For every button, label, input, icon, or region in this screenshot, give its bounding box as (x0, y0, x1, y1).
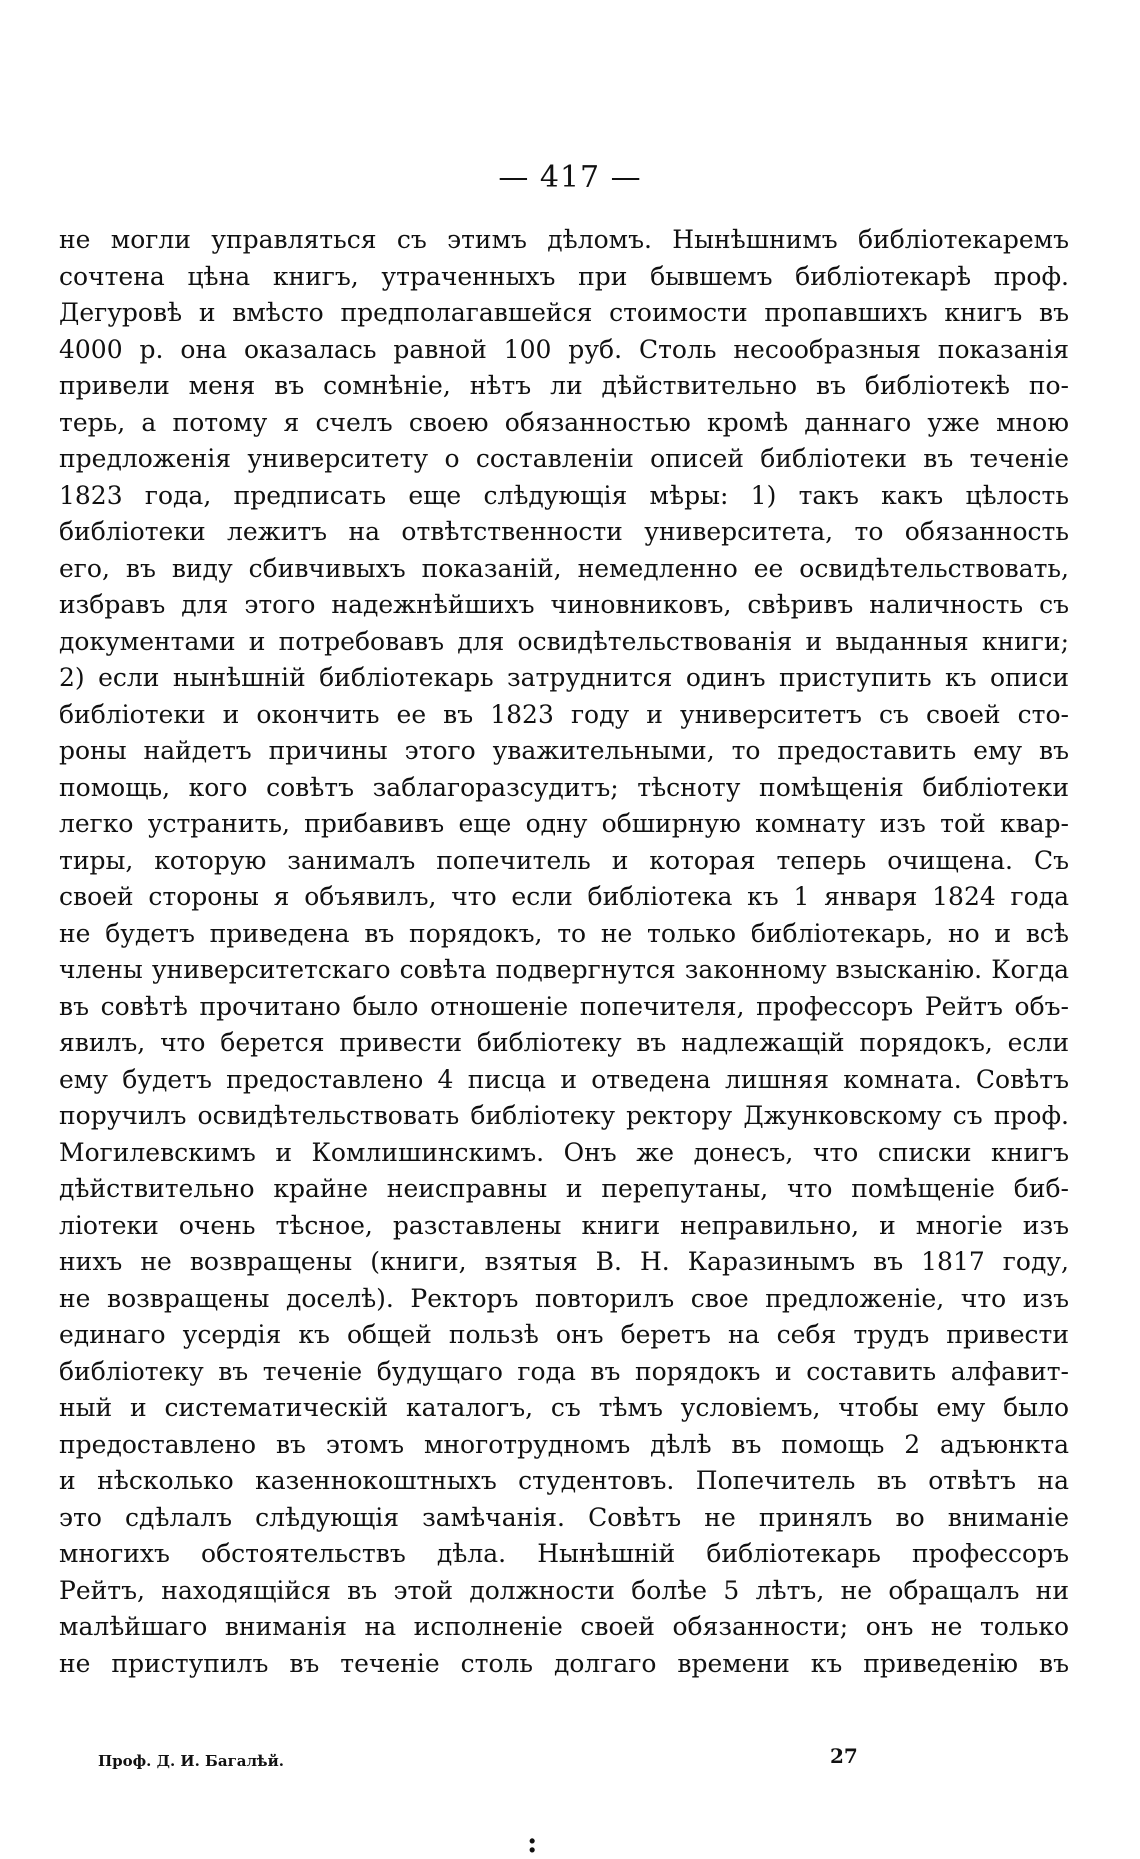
text-line: предоставлено въ этомъ многотрудномъ дѣлѣ въ помощь 2 адъюнкта (59, 1429, 1069, 1459)
text-line: терь, а потому я счелъ своею обязанностью кромѣ даннаго уже мною (59, 407, 1069, 437)
text-line: и нѣсколько казеннокоштныхъ студентовъ. Попечитель въ отвѣтъ на (59, 1466, 1069, 1495)
text-line: поручилъ освидѣтельствовать библіотеку ректору Джунковскому съ проф. (59, 1101, 1069, 1130)
text-line: предложенія университету о составленіи описей библіотеки въ теченіе (59, 444, 1069, 473)
text-line: члены университетскаго совѣта подвергнутся законному взысканію. Когда (59, 955, 1069, 984)
text-line: легко устранить, прибавивъ еще одну обширную комнату изъ той квар- (59, 809, 1069, 838)
text-line: малѣйшаго вниманія на исполненіе своей обязанности; онъ не только (59, 1612, 1069, 1641)
text-line: библіотеки лежитъ на отвѣтственности университета, то обязанность (59, 517, 1069, 546)
text-line: своей стороны я объявилъ, что если библіотека къ 1 января 1824 года (59, 882, 1069, 911)
text-line: 2) если нынѣшній библіотекарь затруднится одинъ приступить къ описи (59, 663, 1069, 692)
text-line: библіотеки и окончить ее въ 1823 году и университетъ съ своей сто- (59, 699, 1069, 729)
text-line: избравъ для этого надежнѣйшихъ чиновниковъ, свѣривъ наличность съ (59, 590, 1069, 619)
text-line: единаго усердія къ общей пользѣ онъ беретъ на себя трудъ привести (59, 1320, 1069, 1349)
text-line: тиры, которую занималъ попечитель и которая теперь очищена. Съ (59, 845, 1069, 875)
text-line: Рейтъ, находящійся въ этой должности болѣе 5 лѣтъ, не обращалъ ни (59, 1575, 1069, 1605)
text-line: это сдѣлалъ слѣдующія замѣчанія. Совѣтъ не принялъ во вниманіе (59, 1502, 1069, 1532)
center-mark: : (527, 1826, 538, 1859)
text-line: ліотеки очень тѣсное, разставлены книги неправильно, и многіе изъ (59, 1210, 1069, 1240)
text-line: въ совѣтѣ прочитано было отношеніе попечителя, профессоръ Рейтъ объ- (59, 991, 1069, 1021)
text-line: библіотеку въ теченіе будущаго года въ порядокъ и составить алфавит- (59, 1356, 1069, 1386)
text-line: дѣйствительно крайне неисправны и перепутаны, что помѣщеніе биб- (59, 1174, 1069, 1203)
text-line: привели меня въ сомнѣніе, нѣтъ ли дѣйствительно въ библіотекѣ по- (59, 371, 1069, 400)
text-line: сочтена цѣна книгъ, утраченныхъ при бывшемъ библіотекарѣ проф. (59, 261, 1069, 291)
text-line: 1823 года, предписать еще слѣдующія мѣры: 1) такъ какъ цѣлость (59, 480, 1069, 510)
text-line: не возвращены доселѣ). Ректоръ повторилъ свое предложеніе, что изъ (59, 1283, 1069, 1313)
text-line: роны найдетъ причины этого уважительными, то предоставить ему въ (59, 736, 1069, 765)
text-line: ный и систематическій каталогъ, съ тѣмъ условіемъ, чтобы ему было (59, 1393, 1069, 1422)
text-line: документами и потребовавъ для освидѣтельствованія и выданныя книги; (59, 626, 1069, 656)
page-number: — 417 — (498, 160, 642, 195)
text-line: не приступилъ въ теченіе столь долгаго времени къ приведенію въ (59, 1648, 1069, 1678)
text-line: ему будетъ предоставлено 4 писца и отведена лишняя комната. Совѣтъ (59, 1064, 1069, 1094)
text-line: не будетъ приведена въ порядокъ, то не только библіотекарь, но и всѣ (59, 918, 1069, 948)
text-line: не могли управляться съ этимъ дѣломъ. Нынѣшнимъ библіотекаремъ (59, 225, 1069, 254)
text-line: помощь, кого совѣтъ заблагоразсудитъ; тѣсноту помѣщенія библіотеки (59, 772, 1069, 802)
signature-number: 27 (830, 1744, 858, 1768)
text-line: многихъ обстоятельствъ дѣла. Нынѣшній библіотекарь профессоръ (59, 1539, 1069, 1568)
text-line: явилъ, что берется привести библіотеку въ надлежащій порядокъ, если (59, 1028, 1069, 1057)
footer-author: Проф. Д. И. Багалѣй. (98, 1752, 284, 1770)
text-line: нихъ не возвращены (книги, взятыя В. Н. Каразинымъ въ 1817 году, (59, 1247, 1069, 1276)
text-line: его, въ виду сбивчивыхъ показаній, немедленно ее освидѣтельствовать, (59, 553, 1069, 583)
text-line: Могилевскимъ и Комлишинскимъ. Онъ же донесъ, что списки книгъ (59, 1137, 1069, 1167)
text-line: Дегуровѣ и вмѣсто предполагавшейся стоимости пропавшихъ книгъ въ (59, 298, 1069, 327)
body-text (59, 222, 1069, 1682)
text-line: 4000 р. она оказалась равной 100 руб. Столь несообразныя показанія (59, 334, 1069, 364)
